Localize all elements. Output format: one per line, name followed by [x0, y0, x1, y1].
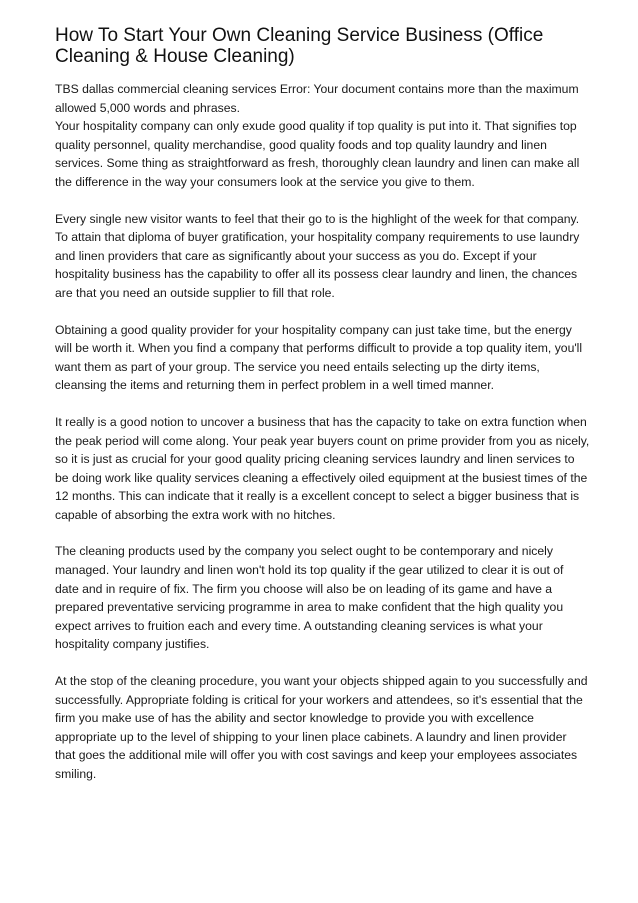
paragraph-hospitality-quality: Your hospitality company can only exude good quality if top quality is put into it. That signifies top quality personnel, quality merchandise, good quality foods and top quality laundry and linen services. Some thing as straightforward as fresh, thoroughly clean laundry and linen can make all the difference in the way your consumers look at the service you give to them. — [55, 119, 580, 189]
paragraph-delivery: At the stop of the cleaning procedure, you want your objects shipped again to you successfully and successfully. Appropriate folding is critical for your workers and attendees, so it's essential that the firm you make use of has the ability and sector knowledge to provide you with excellence appropriate up to the level of shipping to your linen place cabinets. A laundry and linen provider that goes the additional mile will offer you with cost savings and keep your employees associates smiling. — [55, 674, 588, 781]
paragraph-intro: TBS dallas commercial cleaning services Error: Your document contains more than the maximum allowed 5,000 words and phrases. — [55, 82, 579, 115]
paragraph-visitor-expectations: Every single new visitor wants to feel that their go to is the highlight of the week for that company. To attain that diploma of buyer gratification, your hospitality company requirements to use laundry and linen providers that care as significantly about your success as you do. Except if your hospitality business has the capability to offer all its possess clear laundry and linen, the chances are that you need an outside supplier to fill that role. — [55, 211, 580, 300]
document-page — [55, 25, 590, 802]
paragraph-cleaning-equipment: The cleaning products used by the company you select ought to be contemporary and nicely managed. Your laundry and linen won't hold its top quality if the gear utilized to clear it is out of date and in require of fix. The firm you choose will also be on leading of its game and have a prepared preventative servicing programme in area to make confident that the high quality you expect arrives to fruition each and every time. A outstanding cleaning services is what your hospitality company justifies. — [55, 544, 564, 652]
document-title: How To Start Your Own Cleaning Service Business (Office Cleaning & House Cleaning) — [55, 25, 544, 67]
paragraph-finding-provider: Obtaining a good quality provider for your hospitality company can just take time, but the energy will be worth it. When you find a company that performs difficult to provide a top quality item, you'll want them as part of your group. The service you need entails selecting up the dirty items, cleansing the items and returning them in perfect problem in a well timed manner. — [55, 322, 583, 393]
paragraph-peak-capacity: It really is a good notion to uncover a business that has the capacity to take on extra function when the peak period will come along. Your peak year buyers count on prime provider from you as nicely, so it is just as crucial for your good quality pricing cleaning services laundry and linen services to be doing work like quality services cleaning a effectively oiled equipment at the busiest times of the 12 months. This can indicate that it really is a excellent concept to select a bigger business that is capable of absorbing the extra work with no hitches. — [55, 414, 590, 522]
